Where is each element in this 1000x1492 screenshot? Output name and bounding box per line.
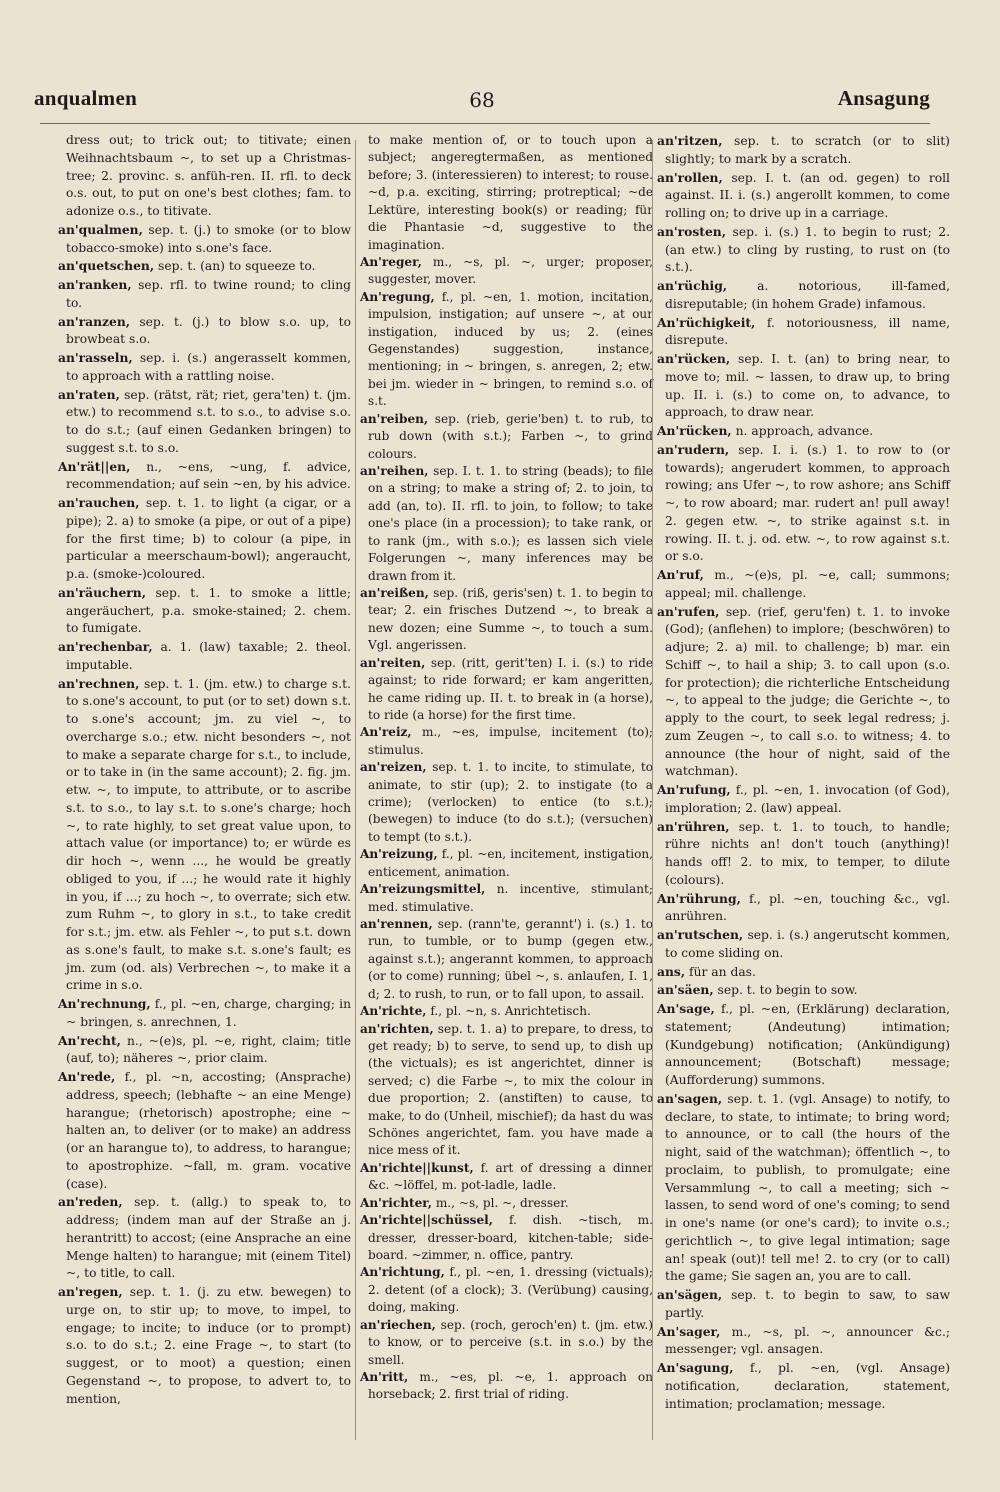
dictionary-entry	[657, 223, 950, 277]
dictionary-entry	[58, 349, 351, 386]
entry-headword: an'rosten,	[657, 223, 727, 239]
dictionary-entry	[657, 603, 950, 782]
entry-headword: an'sagen,	[657, 1090, 723, 1106]
entry-headword: An'richte,	[360, 1004, 427, 1019]
entry-definition: sep. I. i. (s.) 1. to row to (or towards); angerudert kommen, to approach rowing; ans Ufer ~, to row ashore; ans Schiff ~, to row aboard; mar. rudert an! pull away! 2. gegen etw. ~, to strike against s.t. in rowing. II. t. j. od. etw. ~, to row against s.t. or s.o.	[665, 442, 950, 564]
entry-definition: sep. i. (s.) angerasselt kommen, to approach with a rattling noise.	[66, 351, 351, 383]
dictionary-entry	[360, 1160, 653, 1195]
entry-headword: an'rudern,	[657, 441, 730, 457]
column-divider	[355, 140, 356, 1440]
dictionary-entry	[360, 1195, 653, 1212]
dictionary-entry	[360, 1021, 653, 1160]
entry-headword: an'rüchig,	[657, 278, 728, 293]
entry-definition: f., pl. ~en, (vgl. Ansage) notification, declaration, statement, intimation; proclamation; message.	[665, 1361, 950, 1411]
entry-headword: An'rücken,	[657, 423, 732, 438]
entry-definition: sep. t. (j.) to blow s.o. up, to browbeat s.o.	[66, 314, 351, 347]
entry-definition: sep. t. 1. (vgl. Ansage) to notify, to declare, to state, to intimate; to bring word; to announce, or to call (the hours of the night, said of the watchman); öffentlich ~, to proclaim, to publish, to promulgate; eine Versammlung ~, to call a meeting; sich ~ lassen, to send word of one's coming; to send in one's name (or one's card); to invite o.s.; gerichtlich ~, to give legal intimation; sage an! speak (out)! tell me! 2. to cry (or to call) the game; Sie sagen an, you are to call.	[665, 1091, 950, 1284]
page-number: 68	[469, 88, 495, 112]
entry-headword: An'rührung,	[657, 890, 741, 906]
entry-headword: an'rennen,	[360, 916, 433, 931]
entry-definition: sep. i. (s.) angerutscht kommen, to come sliding on.	[665, 928, 950, 960]
dictionary-entry	[657, 1286, 950, 1323]
dictionary-entry	[58, 638, 351, 675]
entry-headword: an'raten,	[58, 386, 120, 402]
entry-definition: f., pl. ~en, incitement, instigation, enticement, animation.	[368, 847, 653, 879]
entry-headword: an'rühren,	[657, 818, 730, 834]
dictionary-entry	[657, 350, 950, 422]
entry-headword: An'sager,	[657, 1323, 721, 1339]
entry-headword: An'sagung,	[657, 1360, 734, 1375]
dictionary-entry	[58, 1193, 351, 1283]
entry-headword: An'rüchigkeit,	[657, 314, 756, 330]
entry-definition: m., ~s, pl. ~, announcer &c.; messenger; vgl. ansagen.	[665, 1324, 950, 1357]
entry-headword: an'regen,	[58, 1284, 123, 1299]
dictionary-entry	[657, 169, 950, 223]
entry-headword: an'reihen,	[360, 464, 429, 479]
dictionary-entry	[58, 584, 351, 638]
entry-definition: m., ~s, pl. ~, dresser.	[435, 1195, 569, 1210]
dictionary-entry	[657, 890, 950, 927]
entry-headword: An'richte||schüssel,	[360, 1213, 493, 1228]
entry-definition: sep. I. t. (an od. gegen) to roll against. II. i. (s.) angerollt kommen, to come rolling on; to drive up in a carriage.	[665, 170, 950, 220]
entry-definition: sep. t. (j.) to smoke (or to blow tobacco-smoke) into s.one's face.	[66, 222, 351, 255]
entry-definition: sep. (riß, geris'sen) t. 1. to begin to tear; 2. ein frisches Dutzend ~, to break a new dozen; eine Summe ~, to touch a sum. Vgl. angerissen.	[368, 585, 653, 653]
header-rule	[40, 123, 930, 124]
entry-headword: an'rutschen,	[657, 927, 744, 942]
entry-definition: sep. I. t. (an) to bring near, to move to; mil. ~ lassen, to draw up, to bring up. II. i. (s.) to come on, to advance, to approach, to draw near.	[665, 352, 950, 420]
dictionary-entry	[657, 1090, 950, 1286]
entry-definition: sep. I. t. 1. to string (beads); to file on a string; to make a string of; 2. to join, to add (an, to). II. rfl. to join, to follow; to take one's place (in a procession); to take rank, or to rank (jm., with s.o.); es lassen sich viele Folgerungen ~, many inferences may be drawn from it.	[368, 464, 653, 583]
entry-definition: f., pl. ~en, 1. motion, incitation, impulsion, instigation; auf unsere ~, at our instigation, induced by us; 2. (eines Gegenstandes) suggestion, instance, mentioning; in ~ bringen, s. anregen, 2; etw. bei jm. wieder in ~ bringen, to remind s.o. of s.t.	[368, 289, 653, 409]
column-2	[360, 132, 653, 1404]
dictionary-entry	[58, 675, 351, 996]
entry-definition: f., pl. ~en, touching &c., vgl. anrühren.	[665, 891, 950, 924]
entry-definition: sep. (rieb, gerie'ben) t. to rub, to rub down (with s.t.); Farben ~, to grind colours.	[368, 411, 653, 461]
dictionary-entry	[360, 1317, 653, 1369]
dictionary-entry	[360, 585, 653, 655]
entry-headword: an'räuchern,	[58, 584, 147, 600]
dictionary-entry	[657, 781, 950, 818]
entry-definition: dress out; to trick out; to titivate; einen Weihnachtsbaum ~, to set up a Christmas-tree; 2. provinc. s. anfüh-ren. II. rfl. to deck o.s. out, to put on one's best clothes; fam. to adonize o.s., to titivate.	[66, 133, 351, 218]
entry-definition: to make mention of, or to touch upon a subject; angeregtermaßen, as mentioned before; 3. (interessieren) to interest; to rouse. ~d, p.a. exciting, stirring; protreptical; ~de Lektüre, interesting book(s) or reading; für die Phantasie ~d, suggestive to the imagination.	[368, 133, 653, 252]
dictionary-entry	[58, 313, 351, 350]
entry-definition: f., pl. ~en, 1. invocation (of God), imploration; 2. (law) appeal.	[665, 783, 950, 815]
entry-headword: an'qualmen,	[58, 221, 143, 237]
dictionary-entry	[360, 1369, 653, 1404]
entry-definition: sep. i. (s.) 1. to begin to rust; 2. (an etw.) to cling by rusting, to rust on (to s.t.).	[665, 224, 950, 275]
dictionary-entry	[657, 981, 950, 1000]
dictionary-entry	[58, 386, 351, 458]
dictionary-entry	[657, 277, 950, 314]
dictionary-entry	[657, 1000, 950, 1090]
entry-definition: sep. t. to begin to sow.	[717, 983, 858, 998]
dictionary-entry	[657, 422, 950, 441]
entry-definition: n., ~ens, ~ung, f. advice, recommendation; auf sein ~en, by his advice.	[66, 459, 351, 492]
dictionary-entry	[360, 254, 653, 289]
entry-definition: sep. t. 1. (jm. etw.) to charge s.t. to s.one's account, to put (or to set) down s.t. to s.one's account; jm. zu viel ~, to overcharge s.o.; etw. nicht besonders ~, not to make a separate charge for s.t., to include, or to take in (in the same account); 2. fig. jm. etw. ~, to impute, to attribute, or to ascribe s.t. to s.o., to lay s.t. to s.one's charge; hoch ~, to rate highly, to set great value upon, to attach value (or importance) to; er würde es dir hoch ~, wenn ..., he would be greatly obliged to you, if ...; he would rate it highly in you, if ...; zu hoch ~, to overrate; sich etw. zum Ruhm ~, to glory in s.t., to take credit for s.t.; jm. etw. als Fehler ~, to put s.t. down as s.one's fault, to make s.t. s.one's fault; es jm. zum (od. als) Verbrechen ~, to make it a crime in s.o.	[66, 676, 351, 993]
entry-definition: n. approach, advance.	[735, 424, 874, 438]
entry-headword: An'reger,	[360, 254, 422, 269]
dictionary-entry	[58, 1068, 351, 1193]
entry-definition: sep. (rief, geru'fen) t. 1. to invoke (God); (anflehen) to implore; (beschwören) to adjure; 2. a) mil. to challenge; b) mar. ein Schiff ~, to hail a ship; 3. to call upon (s.o. for protection); die richterliche Entscheidung ~, to appeal to the judge; die Gerichte ~, to apply to the court, to seek legal redress; j. zum Zeugen ~, to call s.o. to witness; 4. to announce (the hour of night, said of the watchman).	[665, 604, 950, 779]
dictionary-entry	[657, 1359, 950, 1413]
entry-definition: sep. rfl. to twine round; to cling to.	[66, 278, 351, 310]
entry-headword: An'richtung,	[360, 1265, 445, 1280]
dictionary-entry	[360, 132, 653, 254]
entry-definition: sep. (rann'te, gerannt') i. (s.) 1. to run, to tumble, or to bump (gegen etw., against s.t.); angerannt kommen, to approach (or to come) running; übel ~, s. anlaufen, I. 1, d; 2. to rush, to run, or to fall upon, to assail.	[368, 916, 653, 1001]
dictionary-entry	[657, 441, 950, 566]
dictionary-entry	[58, 132, 351, 221]
dictionary-entry	[360, 289, 653, 411]
dictionary-entry	[360, 1212, 653, 1264]
entry-headword: an'riechen,	[360, 1317, 436, 1332]
dictionary-entry	[360, 916, 653, 1003]
entry-definition: m., ~es, pl. ~e, 1. approach on horseback; 2. first trial of riding.	[368, 1369, 653, 1402]
entry-headword: an'ritzen,	[657, 133, 723, 148]
dictionary-entry	[58, 458, 351, 495]
entry-headword: an'reizen,	[360, 760, 427, 775]
entry-definition: m., ~(e)s, pl. ~e, call; summons; appeal; mil. challenge.	[665, 568, 950, 600]
entry-definition: sep. t. 1. to touch, to handle; rühre nichts an! don't touch (anything)! hands off! 2. to mix, to temper, to dilute (colours).	[665, 819, 950, 887]
entry-definition: f., pl. ~n, accosting; (Ansprache) address, speech; (lebhafte ~ an eine Menge) harangue; (rhetorisch) apostrophe; eine ~ halten an, to deliver (or to make) an address (or an harangue to), to address, to harangue; to apostrophize. ~fall, m. gram. vocative (case).	[66, 1070, 351, 1191]
dictionary-entry	[58, 221, 351, 258]
dictionary-entry	[657, 963, 950, 982]
entry-headword: an'ranzen,	[58, 313, 131, 329]
entry-definition: a. notorious, ill-famed, disreputable; (in hohem Grade) infamous.	[665, 279, 950, 311]
entry-headword: An'rät||en,	[58, 458, 131, 474]
entry-headword: An'ruf,	[657, 567, 704, 582]
dictionary-entry	[657, 132, 950, 169]
entry-headword: an'rasseln,	[58, 350, 133, 365]
dictionary-entry	[360, 463, 653, 585]
entry-definition: sep. t. to begin to saw, to saw partly.	[665, 1288, 950, 1320]
left-guide-word: anqualmen	[34, 86, 138, 110]
dictionary-entry	[360, 1264, 653, 1316]
dictionary-entry	[360, 724, 653, 759]
entry-headword: An'ritt,	[360, 1369, 409, 1384]
entry-headword: an'rufen,	[657, 603, 720, 619]
dictionary-entry	[58, 1032, 351, 1069]
entry-headword: an'reiben,	[360, 411, 429, 426]
entry-headword: an'rollen,	[657, 169, 723, 185]
dictionary-entry	[58, 276, 351, 313]
dictionary-entry	[657, 566, 950, 603]
entry-definition: f., pl. ~en, 1. dressing (victuals); 2. detent (of a clock); 3. (Verübung) causing, doing, making.	[368, 1265, 653, 1315]
entry-headword: an'rauchen,	[58, 495, 140, 510]
entry-definition: m., ~es, impulse, incitement (to); stimulus.	[368, 725, 653, 757]
entry-headword: an'reißen,	[360, 585, 429, 600]
entry-headword: an'rechnen,	[58, 675, 140, 691]
entry-definition: sep. (rätst, rät; riet, gera'ten) t. (jm. etw.) to recommend s.t. to s.o., to advise s.o. to do s.t.; (auf einen Gedanken bringen) to suggest s.t. to s.o.	[66, 387, 351, 455]
dictionary-entry	[360, 881, 653, 916]
dictionary-entry	[360, 655, 653, 725]
dictionary-entry	[58, 1283, 351, 1408]
entry-headword: An'richte||kunst,	[360, 1160, 474, 1175]
entry-definition: sep. t. (an) to squeeze to.	[158, 259, 316, 274]
entry-headword: ans,	[657, 963, 686, 979]
entry-headword: an'ranken,	[58, 277, 132, 292]
entry-headword: An'reiz,	[360, 725, 412, 740]
entry-definition: n., ~(e)s, pl. ~e, right, claim; title (auf, to); näheres ~, prior claim.	[66, 1033, 351, 1066]
entry-definition: f. dish. ~tisch, m. dresser, dresser-board, kitchen-table; side-board. ~zimmer, n. office, pantry.	[368, 1213, 653, 1262]
entry-definition: sep. t. 1. to light (a cigar, or a pipe); 2. a) to smoke (a pipe, or out of a pipe) for the first time; b) to colour (a pipe, in particular a meerschaum-bowl); angeraucht, p.a. (smoke-)coloured.	[66, 496, 351, 581]
entry-headword: an'säen,	[657, 982, 714, 998]
entry-definition: sep. (ritt, gerit'ten) I. i. (s.) to ride against; to ride forward; er kam angeritten, he came riding up. II. t. to break in (a horse), to ride (a horse) for the first time.	[368, 655, 653, 722]
entry-definition: a. 1. (law) taxable; 2. theol. imputable.	[66, 640, 351, 672]
dictionary-entry	[657, 1323, 950, 1360]
dictionary-entry	[58, 494, 351, 584]
entry-definition: f., pl. ~en, (Erklärung) declaration, statement; (Andeutung) intimation; (Kundgebung) notification; (Ankündigung) announcement; (Botschaft) message; (Aufforderung) summons.	[665, 1002, 950, 1087]
entry-headword: An'reizungsmittel,	[360, 882, 486, 897]
entry-headword: an'sägen,	[657, 1287, 723, 1302]
entry-definition: sep. t. 1. to incite, to stimulate, to animate, to stir (up); 2. to instigate (to a crime); (verlocken) to entice (to s.t.); (bewegen) to induce (to do s.t.); (versuchen) to tempt (to s.t.).	[368, 760, 653, 844]
entry-headword: An'sage,	[657, 1001, 715, 1016]
entry-headword: An'regung,	[360, 289, 435, 304]
entry-headword: an'rücken,	[657, 351, 731, 366]
dictionary-entry	[657, 926, 950, 963]
entry-definition: f. notoriousness, ill name, disrepute.	[665, 315, 950, 348]
entry-headword: an'reiten,	[360, 655, 426, 670]
column-1	[58, 132, 351, 1408]
dictionary-entry	[657, 314, 950, 351]
dictionary-entry	[360, 846, 653, 881]
entry-headword: an'rechenbar,	[58, 639, 153, 654]
entry-definition: sep. t. to scratch (or to slit) slightly; to mark by a scratch.	[665, 134, 950, 166]
dictionary-entry	[657, 818, 950, 890]
entry-definition: für an das.	[689, 964, 756, 979]
entry-headword: An'rechnung,	[58, 996, 151, 1011]
entry-headword: An'reizung,	[360, 847, 438, 862]
entry-definition: f. art of dressing a dinner &c. ~löffel, m. pot-ladle, ladle.	[368, 1160, 653, 1193]
entry-headword: An'recht,	[58, 1032, 121, 1048]
dictionary-entry	[58, 995, 351, 1032]
entry-definition: sep. t. 1. (j. zu etw. bewegen) to urge on, to stir up; to move, to impel, to engage; to incite; to induce (or to prompt) s.o. to do s.t.; 2. eine Frage ~, to start (to suggest, or to moot) a question; einen Gegenstand ~, to propose, to advert to, to mention,	[66, 1285, 351, 1406]
page-header	[34, 86, 930, 118]
entry-headword: an'reden,	[58, 1194, 123, 1210]
entry-definition: sep. t. 1. to smoke a little; angeräuchert, p.a. smoke-stained; 2. chem. to fumigate.	[66, 585, 351, 636]
entry-definition: sep. t. (allg.) to speak to, to address; (indem man auf der Straße an j. herantritt) to accost; (eine Ansprache an eine Menge halten) to harangue; mit (einem Titel) ~, to title, to call.	[66, 1195, 351, 1281]
entry-definition: f., pl. ~n, s. Anrichtetisch.	[430, 1004, 591, 1019]
dictionary-entry	[360, 411, 653, 463]
entry-definition: sep. t. 1. a) to prepare, to dress, to get ready; b) to serve, to send up, to dish up (the victuals); es ist angerichtet, dinner is served; c) die Farbe ~, to mix the colour in due proportion; 2. (anstiften) to cause, to make, to do (Unheil, mischief); da hast du was Schönes angerichtet, fam. you have made a nice mess of it.	[368, 1021, 653, 1158]
entry-headword: an'quetschen,	[58, 258, 155, 274]
dictionary-entry	[360, 1003, 653, 1020]
entry-definition: sep. (roch, geroch'en) t. (jm. etw.) to know, or to perceive (s.t. in s.o.) by the smell.	[368, 1317, 653, 1367]
dictionary-entry	[360, 759, 653, 846]
dictionary-entry	[58, 257, 351, 276]
column-3	[657, 132, 950, 1413]
entry-headword: An'richter,	[360, 1195, 432, 1210]
entry-headword: an'richten,	[360, 1021, 434, 1036]
entry-headword: An'rede,	[58, 1069, 116, 1084]
entry-definition: f., pl. ~en, charge, charging; in ~ bringen, s. anrechnen, 1.	[66, 997, 351, 1029]
entry-definition: n. incentive, stimulant; med. stimulative.	[368, 882, 653, 914]
entry-definition: m., ~s, pl. ~, urger; proposer, suggester, mover.	[368, 254, 653, 287]
right-guide-word: Ansagung	[837, 86, 930, 110]
column-divider	[652, 140, 653, 1440]
entry-headword: An'rufung,	[657, 782, 731, 797]
